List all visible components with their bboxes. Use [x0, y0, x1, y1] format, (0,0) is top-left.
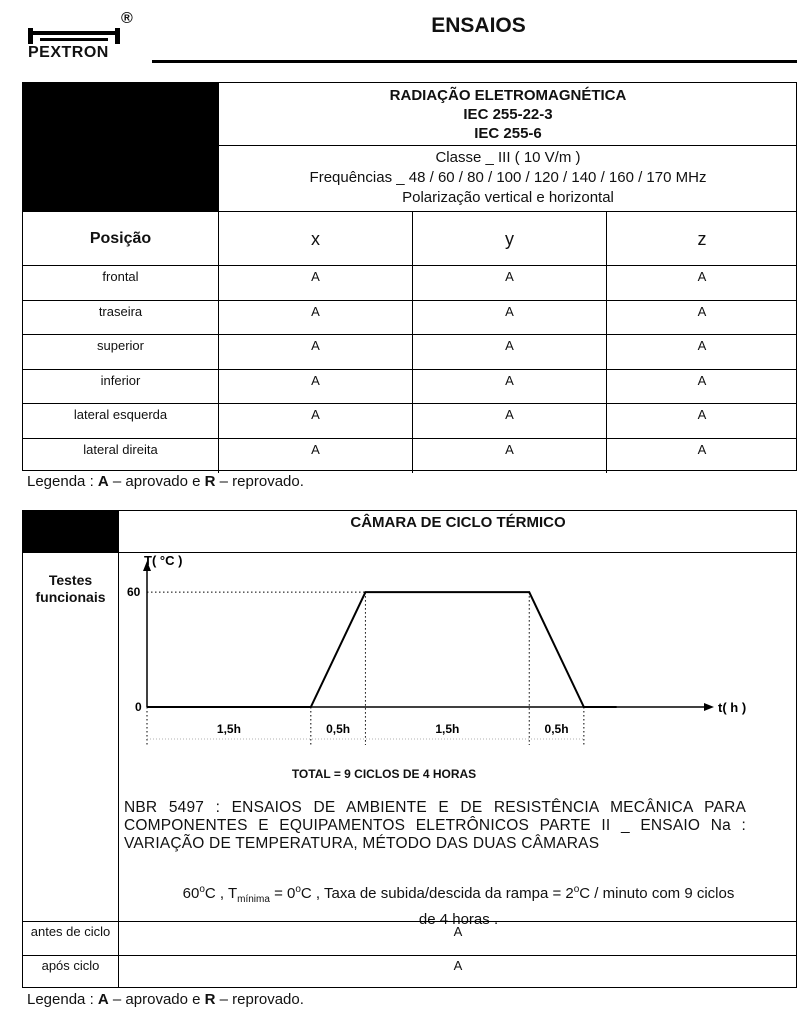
legend-thermal — [27, 991, 304, 1008]
table-row — [23, 439, 797, 474]
position-cell: frontal — [102, 269, 139, 284]
y-result-cell: A — [412, 335, 606, 369]
class-text: Classe _ III ( 10 V/m ) — [435, 149, 581, 166]
y-result-cell: A — [412, 439, 606, 474]
table-row — [23, 370, 797, 405]
y-tick-label: 0 — [135, 700, 142, 714]
title-rule — [152, 60, 797, 63]
position-cell: lateral esquerda — [73, 407, 168, 422]
z-result-cell: A — [606, 404, 797, 438]
radiation-grid — [23, 211, 797, 473]
position-cell: traseira — [98, 303, 143, 319]
thermal-title: CÂMARA DE CICLO TÉRMICO — [118, 511, 797, 552]
thermal-cycle-chart — [119, 553, 797, 798]
thermal-table — [22, 510, 797, 988]
col-header-z: z — [606, 212, 797, 265]
table-row — [23, 266, 797, 301]
y-result-cell: A — [412, 301, 606, 335]
legend-r-text: – reprovado. — [215, 473, 304, 490]
z-result-cell: A — [606, 335, 797, 369]
z-result-cell: A — [606, 370, 797, 404]
x-result-cell: A — [218, 301, 412, 335]
spec-deg-1: o — [199, 884, 205, 895]
x-axis-label: t( h ) — [718, 700, 747, 715]
row-value-before: A — [118, 922, 797, 955]
legend-radiation — [27, 473, 304, 490]
y-result-cell: A — [412, 266, 606, 300]
black-header-block — [23, 511, 118, 552]
x-result-cell: A — [218, 335, 412, 369]
legend-r: R — [204, 991, 216, 1008]
legend-a-text: – aprovado e — [108, 991, 205, 1008]
position-cell: superior — [97, 338, 144, 353]
spec-line-2: de 4 horas . — [418, 911, 499, 928]
legend-prefix: Legenda : — [27, 991, 98, 1008]
spec-a: 60 — [182, 885, 200, 902]
x-result-cell: A — [218, 266, 412, 300]
legend-r: R — [204, 473, 216, 490]
table-row — [23, 301, 797, 336]
y-tick-label: 60 — [127, 585, 141, 600]
legend-a-text: – aprovado e — [108, 473, 205, 490]
radiation-header — [218, 83, 797, 211]
position-cell: inferior — [100, 372, 141, 388]
standard-iec-255-22-3: IEC 255-22-3 — [463, 106, 553, 123]
spec-sub: mínima — [237, 894, 270, 905]
spec-c: = 0 — [269, 885, 296, 902]
legend-a: A — [97, 991, 109, 1008]
spec-line-1 — [119, 880, 797, 910]
z-result-cell: A — [606, 266, 797, 300]
table-row — [23, 335, 797, 370]
legend-prefix: Legenda : — [27, 473, 98, 490]
interval-label: 0,5h — [544, 722, 569, 736]
col-header-x: x — [218, 212, 412, 265]
radiation-title: RADIAÇÃO ELETROMAGNÉTICA — [389, 87, 627, 104]
x-result-cell: A — [218, 370, 412, 404]
row-label-after: após ciclo — [41, 958, 100, 973]
total-cycles-text: TOTAL = 9 CICLOS DE 4 HORAS — [291, 767, 477, 781]
thermal-content — [118, 553, 797, 928]
position-cell: lateral direita — [83, 441, 158, 457]
spec-b: C , T — [204, 885, 238, 902]
standard-iec-255-6: IEC 255-6 — [474, 125, 542, 142]
norm-text: NBR 5497 : ENSAIOS DE AMBIENTE E DE RESISTÊNCIA MECÂNICA PARA COMPONENTES E EQUIPAMENTOS ELETRÔNICOS PARTE II _ ENSAIO Na : VARIAÇÃO DE TEMPERATURA, MÉTODO DAS DUAS CÂMARAS — [124, 799, 746, 852]
interval-label: 1,5h — [435, 722, 460, 736]
radiation-table — [22, 82, 797, 471]
y-axis-label: T( °C ) — [144, 553, 183, 568]
radiation-conditions — [219, 146, 797, 208]
column-header-row — [23, 212, 797, 266]
row-label-before: antes de ciclo — [30, 924, 111, 939]
spec-e: C / minuto com 9 ciclos — [579, 885, 735, 902]
polarization-text: Polarização vertical e horizontal — [402, 189, 614, 206]
legend-a: A — [97, 473, 109, 490]
registered-mark: ® — [121, 10, 133, 27]
functional-tests-label: Testes funcionais — [35, 572, 106, 605]
z-result-cell: A — [606, 439, 797, 474]
x-result-cell: A — [218, 439, 412, 474]
interval-label: 1,5h — [216, 722, 241, 736]
col-header-y: y — [412, 212, 606, 265]
table-row — [23, 921, 797, 955]
x-axis-arrow-icon — [704, 703, 714, 711]
frequencies-text: Frequências _ 48 / 60 / 80 / 100 / 120 / 140 / 160 / 170 MHz — [309, 169, 707, 186]
table-row — [23, 955, 797, 988]
spec-d: C , Taxa de subida/descida da rampa = 2 — [300, 885, 574, 902]
y-result-cell: A — [412, 370, 606, 404]
spec-deg-2: o — [295, 884, 301, 895]
black-header-block — [23, 83, 218, 211]
z-result-cell: A — [606, 301, 797, 335]
row-value-after: A — [118, 956, 797, 988]
legend-r-text: – reprovado. — [215, 991, 304, 1008]
y-result-cell: A — [412, 404, 606, 438]
radiation-title-block — [219, 83, 797, 146]
series-line-temperature — [147, 592, 617, 707]
interval-label: 0,5h — [326, 722, 351, 736]
thermal-body — [23, 552, 797, 928]
x-result-cell: A — [218, 404, 412, 438]
table-row — [23, 404, 797, 439]
logo-text: PEXTRON — [28, 44, 109, 61]
spec-deg-3: o — [573, 884, 580, 895]
page-title: ENSAIOS — [431, 14, 526, 37]
col-header-position: Posição — [89, 230, 152, 247]
